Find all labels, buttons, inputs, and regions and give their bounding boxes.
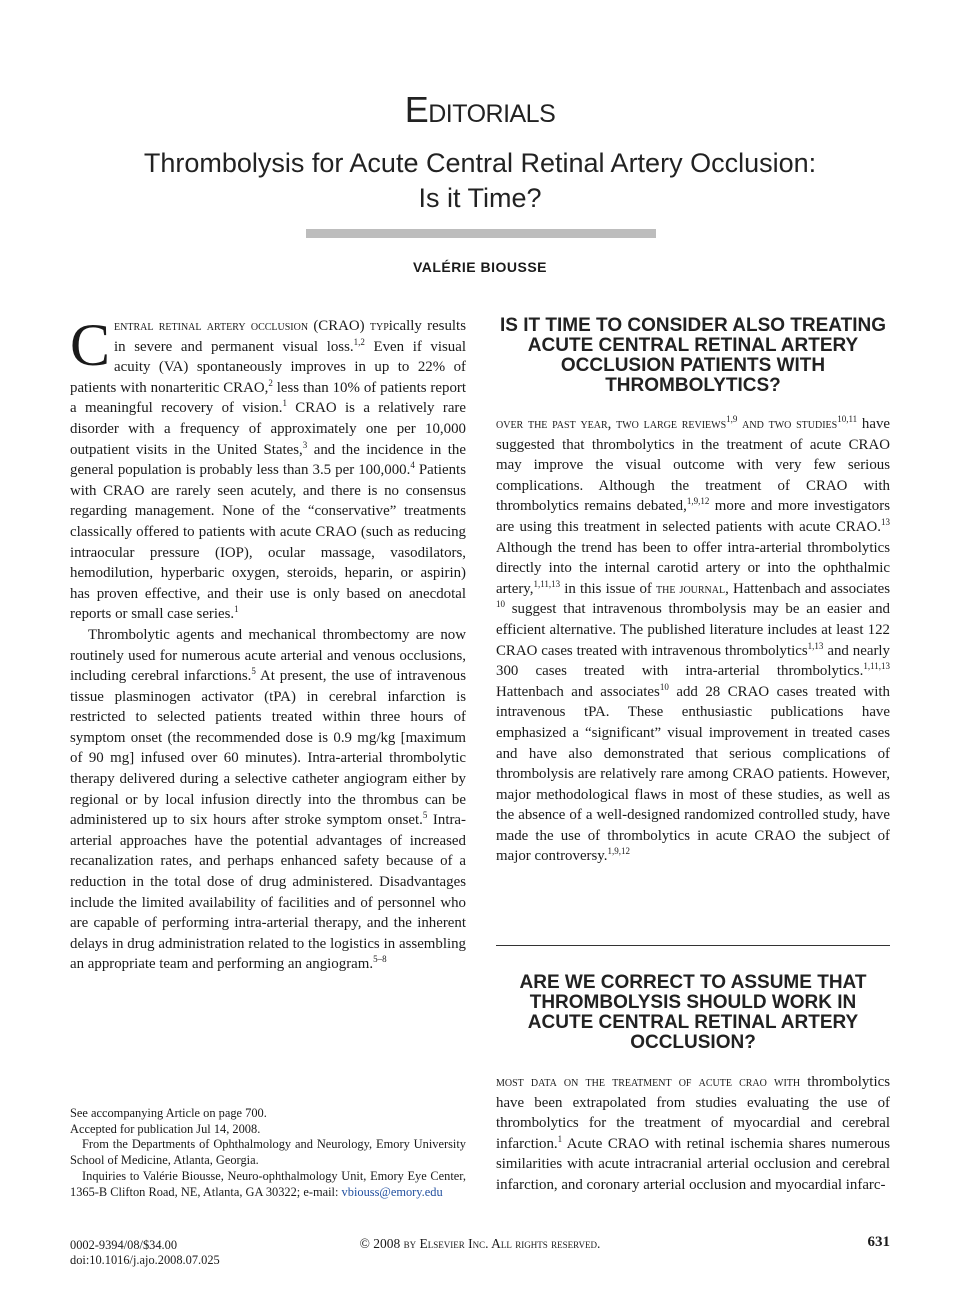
left-column (70, 312, 467, 975)
footnotes (70, 1106, 466, 1200)
title-line-2: Is it Time? (418, 183, 542, 213)
citation[interactable]: 10,11 (837, 414, 858, 425)
issn: 0002-9394/08/$34.00 (70, 1238, 178, 1252)
footnote-affiliation: From the Departments of Ophthalmology and Neurology, Emory University School of Medicine, Atlanta, Georgia. (70, 1137, 466, 1168)
citation[interactable]: 4 (410, 460, 415, 471)
article-title (80, 146, 880, 216)
citation[interactable]: 1,11,13 (863, 661, 890, 672)
right-column-section-2 (496, 973, 890, 1196)
section-divider (496, 945, 890, 946)
drop-cap: C (70, 312, 111, 378)
title-line-1: Thrombolysis for Acute Central Retinal Artery Occlusion: (143, 148, 817, 178)
footnote-accompanying: See accompanying Article on page 700. (70, 1106, 267, 1120)
citation[interactable]: 10 (659, 681, 669, 692)
paragraph-thrombolytic-agents: Thrombolytic agents and mechanical thrombectomy are now routinely used for numerous acute arterial and venous occlusions, including cerebral infarctions.$^5$ At present, the use of intravenous tissue plasminogen activator (tPA) in cerebral infarction is restricted to selected patients treated within three hours of symptom onset (the recommended dose is 0.9 mg/kg [maximum of 90 mg] infused over 60 minutes). Intra-arterial thrombolytic therapy delivered during a selective catheter angiogram either by regional or by local infusion directly into the thrombus can be administered up to six hours after stroke symptom onset.$^5$ Intra-arterial approaches have the potential advantages of increased recanalization rates, and perhaps enhanced safety because of a reduction in the total dose of drug administered. Disadvantages include the limited availability of facilities and of personnel who are capable of performing intra-arterial therapy, and the inherent delays in drug administration related to the logistics in assembling an appropriate team and performing an angiogram.$^{5-8}$ (70, 626, 467, 973)
citation[interactable]: 1,13 (807, 640, 824, 651)
citation[interactable]: 5 (422, 810, 428, 821)
citation[interactable]: 1,9,12 (686, 496, 710, 507)
citation[interactable]: 3 (302, 439, 308, 450)
footnote-inquiries: Inquiries to Valérie Biousse, Neuro-ophthalmology Unit, Emory Eye Center, 1365-B Clifton Road, NE, Atlanta, GA 30322; e-mail: vbiouss@emory.edu (70, 1168, 466, 1199)
page-number: 631 (867, 1234, 890, 1250)
paragraph-most-data: most data on the treatment of acute crao with thrombolytics have been extrapolated from studies evaluating the use of thrombolytics for the treatment of myocardial and cerebral infarction.$^1$ Acute CRAO with retinal ischemia shares numerous similarities with acute intracranial arterial occlusion and cerebral infarction, and coronary arterial occlusion and myocardial infarc- (496, 1074, 890, 1193)
section-heading-1: IS IT TIME TO CONSIDER ALSO TREATING ACUTE CENTRAL RETINAL ARTERY OCCLUSION PATIENTS WITH THROMBOLYTICS? (500, 315, 886, 396)
citation[interactable]: 1 (557, 1133, 563, 1144)
citation[interactable]: 10 (496, 599, 505, 610)
citation[interactable]: 2 (268, 377, 273, 388)
citation[interactable]: 1 (234, 604, 239, 615)
citation[interactable]: 1,9,12 (607, 846, 631, 857)
citation[interactable]: 1,11,13 (533, 578, 561, 589)
title-rule (306, 229, 656, 238)
citation[interactable]: 5–8 (373, 954, 387, 965)
journal-name: the journal (656, 580, 726, 597)
paragraph-intro: Central retinal artery occlusion (CRAO) typically results in severe and permanent visual loss.$^{1,2}$ Even if visual acuity (VA) spontaneously improves in up to 22% of patients with nonarteritic CRAO,$^2$ less than 10% of patients report a meaningful recovery of vision.$^1$ CRAO is a relatively rare disorder with a frequency of approximately one per 10,000 outpatient visits in the United States,$^3$ and the incidence in the general population is probably less than 3.5 per 100,000.$^4$ Patients with CRAO are rarely seen acutely, and there is no consensus regarding management. None of the “conservative” treatments classically offered to patients with acute CRAO (such as reducing intraocular pressure (IOP), ocular massage, vasodilators, hemodilution, hyperbaric oxygen, steroids, heparin, or aspirin) has proven effective, and their use is only based on anecdotal reports or small case series.$^1$ (70, 312, 466, 623)
footnote-accepted: Accepted for publication Jul 14, 2008. (70, 1121, 261, 1136)
copyright: © 2008 by Elsevier Inc. All rights reserved. (359, 1236, 601, 1251)
citation[interactable]: 1 (282, 398, 287, 409)
right-column-section-1 (496, 316, 890, 867)
citation[interactable]: 1,2 (353, 336, 365, 347)
section-label: Editorials (404, 89, 556, 130)
citation[interactable]: 1,9 (726, 414, 738, 425)
email-link[interactable]: vbiouss@emory.edu (341, 1184, 443, 1199)
doi-link[interactable]: doi:10.1016/j.ajo.2008.07.025 (70, 1253, 220, 1267)
paragraph-past-year: over the past year, two large reviews$^{1,9}$ and two studies$^{10,11}$ have suggested that thrombolytics in the treatment of acute CRAO may improve the visual outcome with very few serious complications. Although the treatment of CRAO with thrombolytics remains debated,$^{1,9,12}$ more and more investigators are using this treatment in selected patients with acute CRAO.$^{13}$ Although the trend has been to offer intra-arterial thrombolytics directly into the internal carotid artery or into the ophthalmic artery,$^{1,11,13}$ in this issue of the journal, Hattenbach and associates $^{10}$ suggest that intravenous thrombolysis may be an easier and efficient alternative. The published literature includes at least 122 CRAO cases treated with intravenous thrombolytics$^{1,13}$ and nearly 300 cases treated with intra-arterial thrombolytics.$^{1,11,13}$ Hattenbach and associates$^{10}$ add 28 CRAO cases treated with intravenous tPA. These enthusiastic publications have emphasized a “significant” visual improvement in treated cases and have also demonstrated that serious complications of thrombolysis are relatively rare among CRAO patients. However, major methodological flaws in most of these studies, as well as the absence of a well-designed randomized controlled study, have made the use of thrombolytics in acute CRAO the subject of major controversy.$^{1,9,12}$ (496, 414, 891, 865)
citation[interactable]: 5 (251, 666, 256, 677)
author-name: VALÉRIE BIOUSSE (412, 259, 548, 275)
section-heading-2: ARE WE CORRECT TO ASSUME THAT THROMBOLYSIS SHOULD WORK IN ACUTE CENTRAL RETINAL ARTERY OCCLUSION? (519, 972, 867, 1053)
citation[interactable]: 13 (881, 517, 890, 527)
